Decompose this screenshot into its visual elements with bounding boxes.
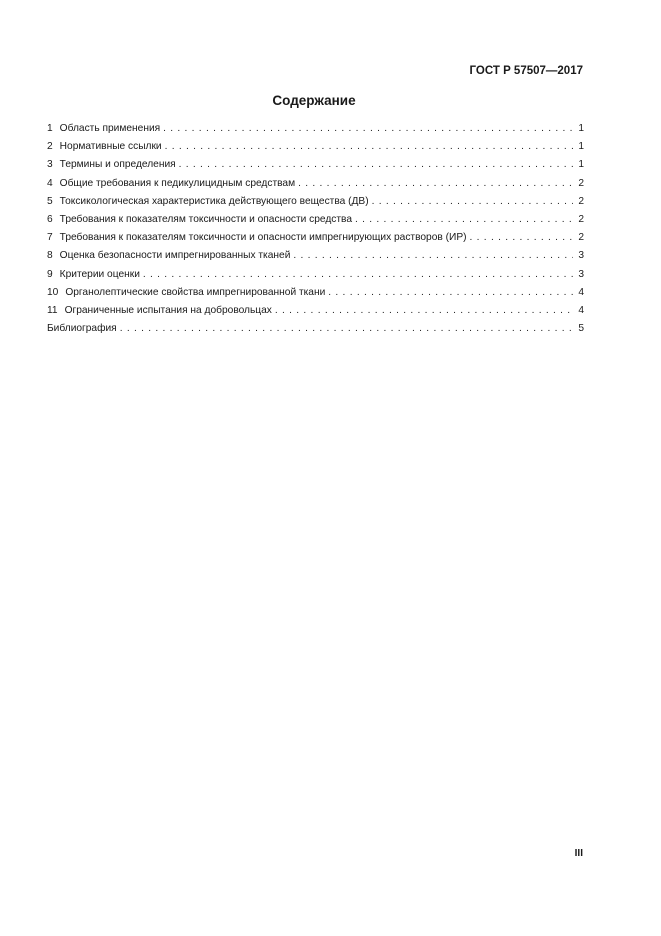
toc-entry[interactable] bbox=[47, 193, 584, 211]
toc-entry-page: 5 bbox=[578, 323, 584, 335]
toc-entry-title: Требования к показателям токсичности и опасности импрегнирующих растворов (ИР) bbox=[59, 232, 467, 244]
toc-entry-number: 3 bbox=[47, 159, 53, 171]
toc-entry-title: Оценка безопасности импрегнированных тканей bbox=[59, 250, 291, 262]
toc-entry[interactable] bbox=[47, 302, 584, 320]
toc-entry[interactable] bbox=[47, 266, 584, 284]
toc-title: Содержание bbox=[272, 93, 356, 108]
toc-leader-dots bbox=[372, 193, 573, 211]
toc-entry-page: 2 bbox=[578, 213, 584, 225]
toc-entry[interactable] bbox=[47, 229, 584, 247]
toc-entry-title: Нормативные ссылки bbox=[59, 141, 162, 153]
toc-entry-number: 5 bbox=[47, 195, 53, 207]
toc-entry-number: 4 bbox=[47, 177, 53, 189]
toc-entry-number: 8 bbox=[47, 250, 53, 262]
toc-leader-dots bbox=[293, 247, 573, 265]
toc-entry-bibliography[interactable] bbox=[47, 320, 584, 338]
toc-entry-page: 2 bbox=[578, 232, 584, 244]
toc-entry-title: Токсикологическая характеристика действующего вещества (ДВ) bbox=[59, 195, 369, 207]
toc-entry-title: Органолептические свойства импрегнированной ткани bbox=[65, 286, 326, 298]
toc-entry-number: 6 bbox=[47, 213, 53, 225]
toc-entry-page: 1 bbox=[578, 159, 584, 171]
toc-leader-dots bbox=[470, 229, 573, 247]
toc-entry-number: 9 bbox=[47, 268, 53, 280]
toc-entry[interactable] bbox=[47, 138, 584, 156]
toc-entry-number: 1 bbox=[47, 123, 53, 134]
toc-entry-page: 2 bbox=[578, 177, 584, 189]
toc-entry-title: Область применения bbox=[59, 123, 161, 134]
toc-leader-dots bbox=[328, 284, 573, 302]
toc-leader-dots bbox=[298, 175, 573, 193]
table-of-contents bbox=[47, 120, 584, 338]
document-code: ГОСТ Р 57507—2017 bbox=[469, 65, 583, 77]
toc-entry-page: 1 bbox=[578, 141, 584, 153]
toc-entry[interactable] bbox=[47, 120, 584, 138]
toc-entry-number: 10 bbox=[47, 286, 59, 298]
toc-entry-page: 2 bbox=[578, 195, 584, 207]
toc-entry-number: 11 bbox=[47, 304, 58, 316]
toc-entry-title: Библиография bbox=[47, 323, 117, 335]
toc-entry-title: Требования к показателям токсичности и опасности средства bbox=[59, 213, 353, 225]
toc-entry-title: Ограниченные испытания на добровольцах bbox=[64, 304, 272, 316]
toc-entry-title: Термины и определения bbox=[59, 159, 176, 171]
toc-entry[interactable] bbox=[47, 247, 584, 265]
toc-entry-page: 4 bbox=[578, 304, 584, 316]
toc-entry[interactable] bbox=[47, 156, 584, 174]
toc-leader-dots bbox=[179, 156, 573, 174]
toc-entry-page: 4 bbox=[578, 286, 584, 298]
toc-leader-dots bbox=[143, 266, 573, 284]
toc-leader-dots bbox=[355, 211, 573, 229]
toc-leader-dots bbox=[163, 120, 573, 138]
toc-entry[interactable] bbox=[47, 175, 584, 193]
toc-leader-dots bbox=[120, 320, 573, 338]
page-number: III bbox=[574, 848, 583, 859]
toc-leader-dots bbox=[165, 138, 573, 156]
toc-entry-title: Общие требования к педикулицидным средствам bbox=[59, 177, 296, 189]
toc-entry-page: 1 bbox=[578, 123, 584, 134]
toc-entry-page: 3 bbox=[578, 268, 584, 280]
toc-entry-page: 3 bbox=[578, 250, 584, 262]
toc-entry[interactable] bbox=[47, 211, 584, 229]
toc-entry-number: 7 bbox=[47, 232, 53, 244]
toc-entry[interactable] bbox=[47, 284, 584, 302]
toc-entry-title: Критерии оценки bbox=[59, 268, 140, 280]
toc-leader-dots bbox=[275, 302, 573, 320]
toc-entry-number: 2 bbox=[47, 141, 53, 153]
